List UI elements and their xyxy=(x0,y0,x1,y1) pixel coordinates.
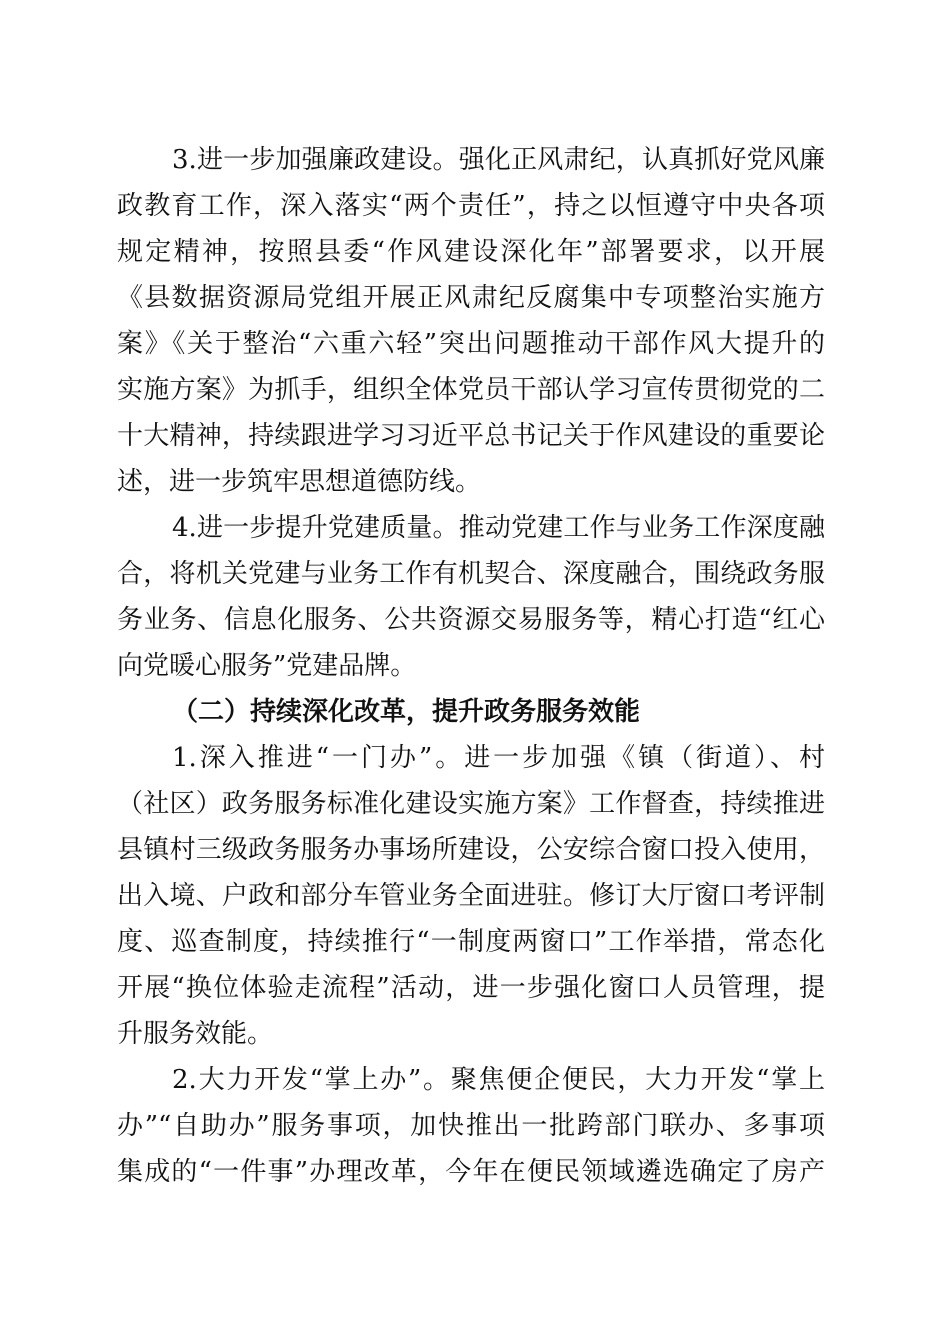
paragraph-line: 向党暖心服务”党建品牌。 xyxy=(117,651,417,681)
paragraph-line: 案》《关于整治“六重六轻”突出问题推动干部作风大提升的 xyxy=(117,329,825,359)
paragraph-line: 十大精神，持续跟进学习习近平总书记关于作风建设的重要论 xyxy=(117,421,825,451)
paragraph-line: 出入境、户政和部分车管业务全面进驻。修订大厅窗口考评制 xyxy=(117,881,825,911)
paragraph-line: 务业务、信息化服务、公共资源交易服务等，精心打造“红心 xyxy=(117,605,825,635)
paragraph-line: 4.进一步提升党建质量。推动党建工作与业务工作深度融 xyxy=(172,513,825,543)
paragraph-line: （社区）政务服务标准化建设实施方案》工作督查，持续推进 xyxy=(117,789,825,819)
paragraph-line: 升服务效能。 xyxy=(117,1019,274,1049)
section-heading: （二）持续深化改革，提升政务服务效能 xyxy=(172,697,641,727)
paragraph-line: 述，进一步筑牢思想道德防线。 xyxy=(117,467,482,497)
paragraph-line: 办”“自助办”服务事项，加快推出一批跨部门联办、多事项 xyxy=(117,1111,825,1141)
paragraph-line: 开展“换位体验走流程”活动，进一步强化窗口人员管理，提 xyxy=(117,973,825,1003)
paragraph-line: 县镇村三级政务服务办事场所建设，公安综合窗口投入使用， xyxy=(117,835,825,865)
paragraph-line: 2.大力开发“掌上办”。聚焦便企便民，大力开发“掌上 xyxy=(172,1065,825,1095)
paragraph-line: 政教育工作，深入落实“两个责任”，持之以恒遵守中央各项 xyxy=(117,191,825,221)
paragraph-line: 集成的“一件事”办理改革，今年在便民领域遴选确定了房产 xyxy=(117,1157,825,1187)
paragraph-line: 度、巡查制度，持续推行“一制度两窗口”工作举措，常态化 xyxy=(117,927,825,957)
paragraph-line: 《县数据资源局党组开展正风肃纪反腐集中专项整治实施方 xyxy=(117,283,825,313)
paragraph-line: 1.深入推进“一门办”。进一步加强《镇（街道）、村 xyxy=(172,743,825,773)
paragraph-line: 规定精神，按照县委“作风建设深化年”部署要求，以开展 xyxy=(117,237,825,267)
paragraph-line: 实施方案》为抓手，组织全体党员干部认学习宣传贯彻党的二 xyxy=(117,375,825,405)
paragraph-line: 3.进一步加强廉政建设。强化正风肃纪，认真抓好党风廉 xyxy=(172,145,825,175)
paragraph-line: 合，将机关党建与业务工作有机契合、深度融合，围绕政务服 xyxy=(117,559,825,589)
